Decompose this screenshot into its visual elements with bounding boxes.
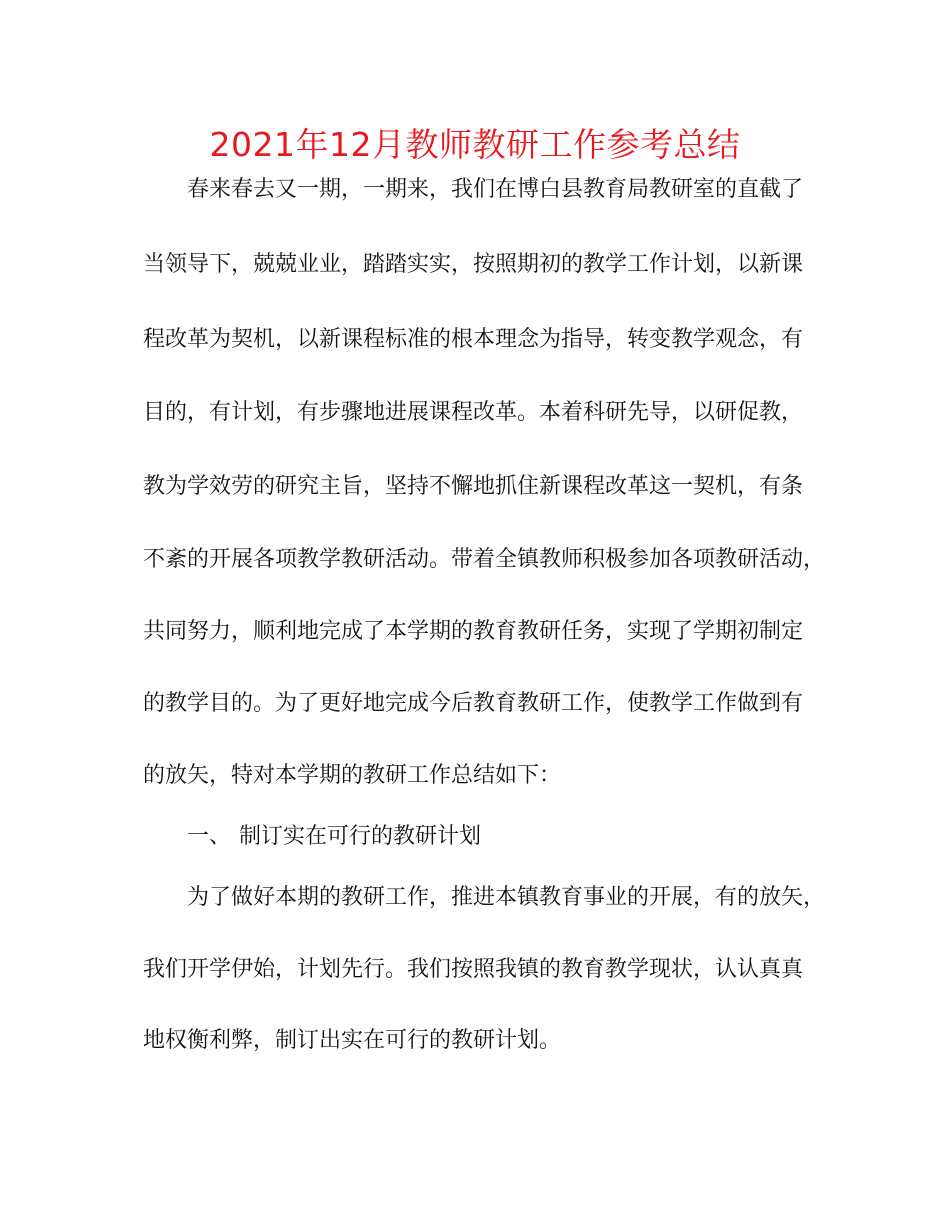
text-line: 春来春去又一期，一期来，我们在博白县教育局教研室的直截了 bbox=[187, 177, 804, 202]
text-line: 程改革为契机，以新课程标准的根本理念为指导，转变教学观念，有 bbox=[143, 327, 804, 352]
text-line: 的教学目的。为了更好地完成今后教育教研工作，使教学工作做到有 bbox=[143, 691, 804, 716]
text-line: 的放矢，特对本学期的教研工作总结如下： bbox=[143, 763, 562, 788]
section-number: 一、 bbox=[187, 824, 232, 849]
section-heading-text: 制订实在可行的教研计划 bbox=[239, 824, 482, 849]
text-line: 地权衡利弊，制订出实在可行的教研计划。 bbox=[143, 1028, 562, 1053]
text-line: 我们开学伊始，计划先行。我们按照我镇的教育教学现状，认认真真 bbox=[143, 957, 804, 982]
text-line: 为了做好本期的教研工作，推进本镇教育事业的开展，有的放矢， bbox=[187, 885, 826, 910]
text-line: 当领导下，兢兢业业，踏踏实实，按照期初的教学工作计划，以新课 bbox=[143, 252, 804, 277]
text-line: 共同努力，顺利地完成了本学期的教育教研任务，实现了学期初制定 bbox=[143, 619, 804, 644]
text-line: 目的，有计划，有步骤地进展课程改革。本着科研先导，以研促教， bbox=[143, 400, 804, 425]
section-heading bbox=[187, 822, 481, 852]
text-line: 教为学效劳的研究主旨，坚持不懈地抓住新课程改革这一契机，有条 bbox=[143, 474, 804, 499]
text-line: 不紊的开展各项教学教研活动。带着全镇教师积极参加各项教研活动， bbox=[143, 547, 826, 572]
document-title: 2021年12月教师教研工作参考总结 bbox=[209, 125, 741, 164]
